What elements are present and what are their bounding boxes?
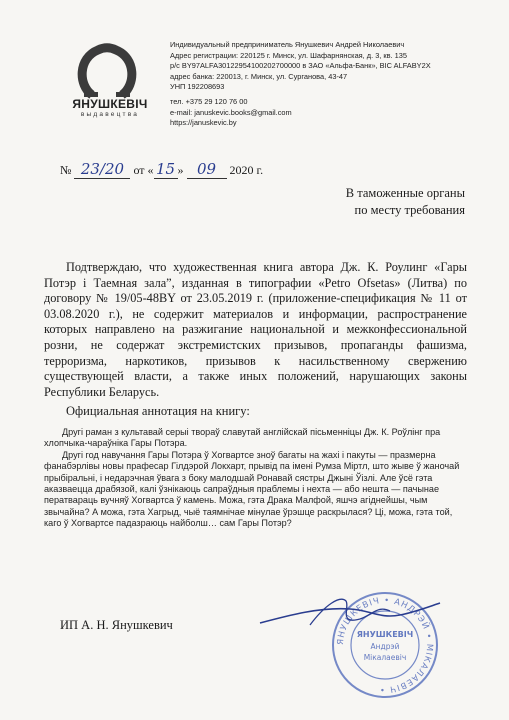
document-number: 23/20: [74, 160, 130, 179]
date-year: 2020 г.: [229, 163, 264, 177]
annotation-text: [44, 427, 469, 530]
requisites-line: р/с BY97ALFA30122954100202700000 в ЗАО «Альфа-Банк», BIC ALFABY2X: [170, 61, 431, 71]
date-day: 15: [154, 160, 178, 179]
addressee-line: В таможенные органы: [345, 186, 465, 200]
brand-name: ЯНУШКЕВІЧ: [72, 97, 148, 111]
handwritten-signature-icon: [250, 585, 450, 645]
letterhead-requisites: [170, 40, 470, 129]
annotation-title: Официальная аннотация на книгу:: [66, 404, 250, 418]
signatory-name: ИП А. Н. Янушкевич: [60, 618, 173, 632]
requisites-line: УНП 192208693: [170, 82, 225, 92]
requisites-line: Индивидуальный предприниматель Янушкевич Андрей Николаевич: [170, 40, 405, 49]
stamp-center-text: Мікалаевіч: [363, 653, 407, 662]
date-month: 09: [187, 160, 227, 179]
requisites-line: адрес банка: 220013, г. Минск, ул. Сурганова, 43-47: [170, 71, 348, 81]
addressee-line: по месту требования: [354, 203, 465, 217]
annotation-paragraph: Другі раман з культавай серыі твораў славутай англійскай пісьменніцы Дж. К. Роўлінг пра хлопчыка-чараўніка Гары Потэра.: [44, 427, 441, 449]
requisites-line: e-mail: januskevic.books@gmail.com: [170, 107, 292, 117]
requisites-line: тел. +375 29 120 76 00: [170, 96, 248, 106]
letter-body: [44, 260, 467, 400]
number-label: №: [60, 163, 72, 177]
stamp-center-text: ЯНУШКЕВІЧ: [356, 630, 414, 639]
from-label: от: [133, 163, 145, 177]
brand-subtitle: выдавецтва: [80, 111, 140, 118]
addressee: [300, 185, 465, 219]
stamp-ring-text: ЯНУШКЕВІЧ • АНДРЭЙ • МІКАЛАЕВІЧ •: [335, 595, 435, 695]
annotation-paragraph: Другі год навучання Гары Потэра ў Хогвартсе зноў багаты на жахі і пакуты — празмерна фанабэрлівы новы прафесар Гілдэрой Локхарт, прывід па імені Румза Міртл, што жыве ў жаночай прыбіральні, і недарэчная ўвага з боку малодшай Ронавай сястры Джыні Ўізлі. Але ўсё гэта аказваецца драбязой, калі ўзнікаюць сапраўдныя праблемы і нехта — або нешта — пачынае ператвараць вучняў Хогвартса ў камень. Можа, гэта Драка Малфой, яшчэ агіднейшы, чым звычайна? А можа, гэта Хагрыд, чыё таямнічае мінулае ўрэшце раскрылася? Ці, можа, гэта той, каго ў Хогвартсе падазраюць найболш… сам Гары Потэр?: [44, 449, 460, 529]
requisites-line: Адрес регистрации: 220125 г. Минск, ул. Шафарнянская, д. 3, кв. 135: [170, 50, 408, 60]
stamp-center-text: Андрэй: [370, 642, 400, 651]
body-paragraph: Подтверждаю, что художественная книга автора Дж. К. Роулинг «Гары Потэр і Таемная зала”, изданная в типографии «Petro Ofsetas» (Литва) по договору № 19/05-48BY от 23.05.2019 г. (приложение-спецификация № 11 от 03.08.2020 г.), не содержит материалов и информации, распространение которых направлено на разжигание национальной и межконфессиональной розни, не содержат экстремистских призывов, пропаганды фашизма, терроризма, наркотиков, призывов к насильственному свержению существующей власти, а также иных положений, нарушающих законы Республики Беларусь.: [44, 260, 467, 399]
document-number-line: № 23/20 от « 15 » 09 2020 г.: [60, 160, 264, 178]
requisites-line: https://januskevic.by: [170, 118, 237, 128]
